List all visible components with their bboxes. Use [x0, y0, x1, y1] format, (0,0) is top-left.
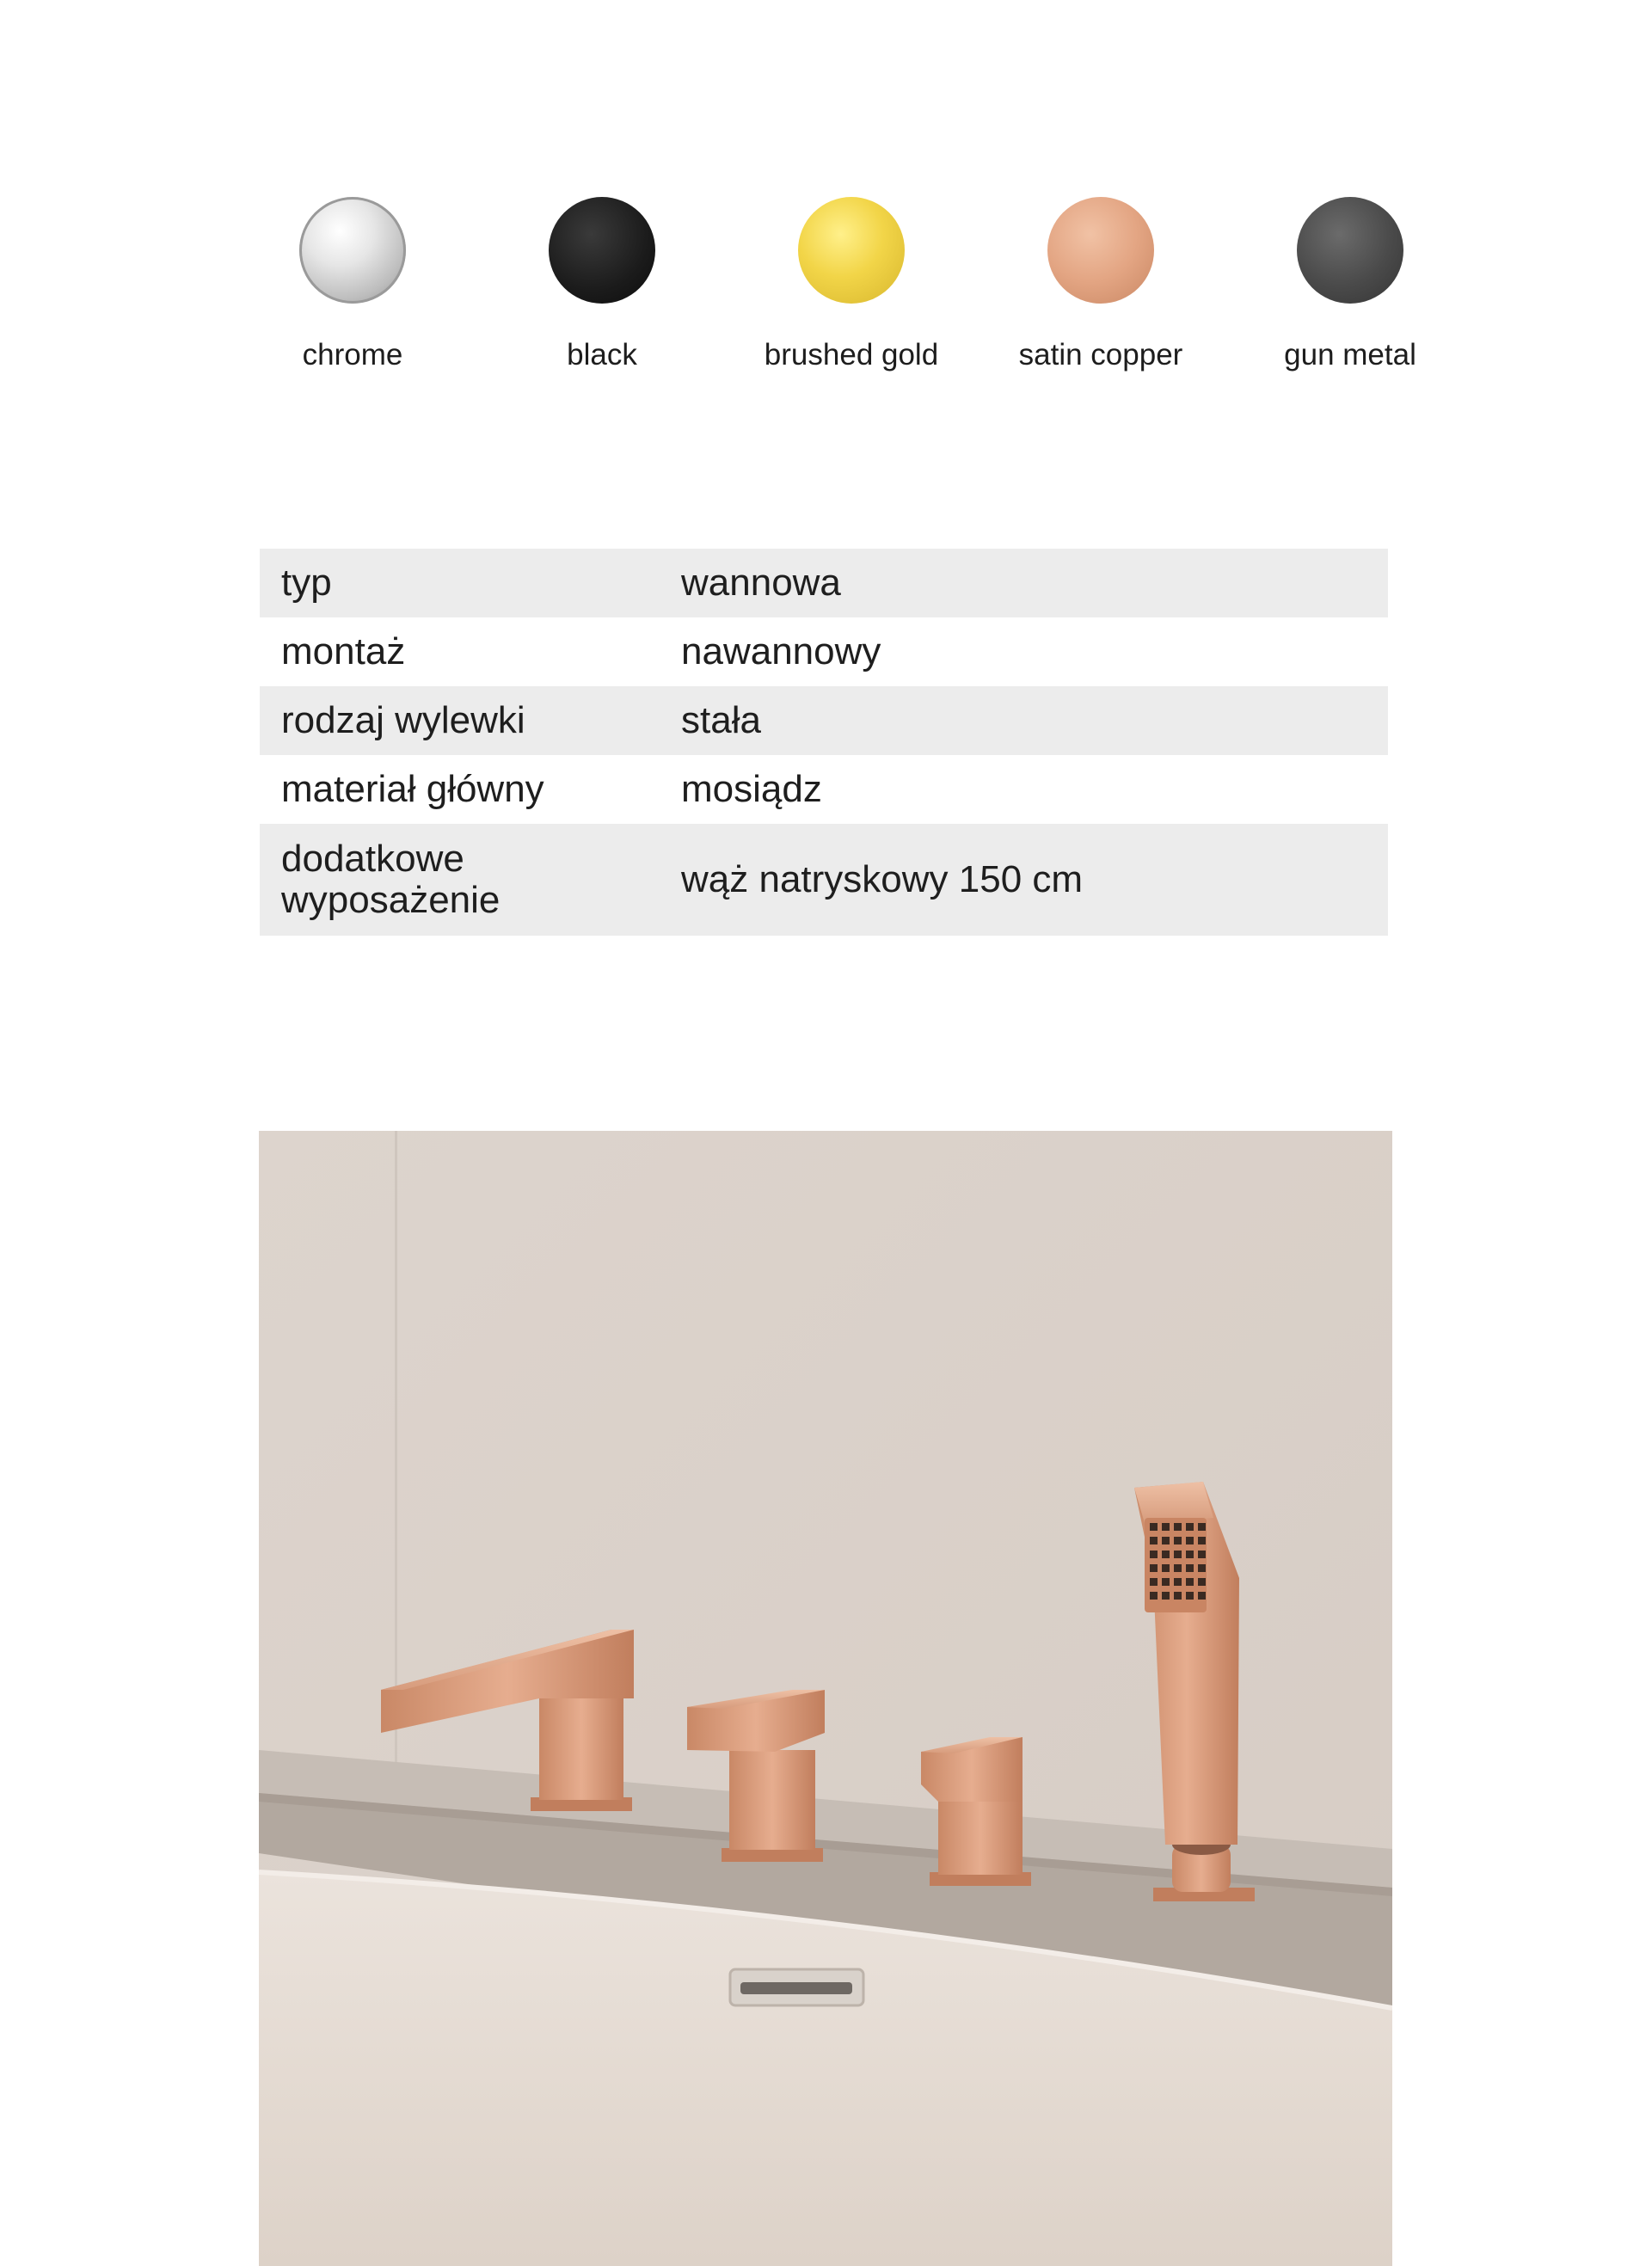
spec-value: wannowa — [681, 562, 841, 604]
finish-label: gun metal — [1284, 338, 1416, 372]
spec-key: dodatkowe wyposażenie — [281, 838, 501, 921]
spec-key: rodzaj wylewki — [281, 699, 525, 741]
spec-value: stała — [681, 699, 761, 741]
product-photo — [259, 1131, 1392, 2266]
finish-option-satin-copper[interactable] — [1006, 193, 1195, 372]
spec-value: nawannowy — [681, 630, 881, 672]
drain-slot — [740, 1982, 852, 1994]
spec-row — [260, 617, 1388, 686]
finish-label: chrome — [302, 338, 403, 372]
brushed-gold-swatch-icon — [798, 197, 905, 304]
spec-value: mosiądz — [681, 768, 822, 810]
spec-key: materiał główny — [281, 768, 544, 810]
spec-row — [260, 549, 1388, 617]
finish-swatches — [258, 193, 1416, 372]
spec-key: typ — [281, 562, 332, 604]
spec-row — [260, 686, 1388, 755]
finish-option-chrome[interactable] — [258, 193, 447, 372]
finish-option-gun-metal[interactable] — [1256, 193, 1445, 372]
spec-row — [260, 824, 1388, 936]
wall-seam — [395, 1131, 397, 1767]
faucet-set-illustration — [259, 1131, 1392, 2266]
finish-label: black — [567, 338, 637, 372]
gun-metal-swatch-icon — [1297, 197, 1403, 304]
finish-label: brushed gold — [764, 338, 939, 372]
black-swatch-icon — [549, 197, 655, 304]
finish-label: satin copper — [1018, 338, 1183, 372]
finish-option-brushed-gold[interactable] — [757, 193, 946, 372]
spec-value: wąż natryskowy 150 cm — [681, 858, 1084, 900]
satin-copper-swatch-icon — [1047, 197, 1154, 304]
chrome-swatch-icon — [299, 197, 406, 304]
spec-key: montaż — [281, 630, 406, 672]
finish-option-black[interactable] — [507, 193, 697, 372]
spec-row — [260, 755, 1388, 824]
spec-table — [260, 549, 1388, 936]
